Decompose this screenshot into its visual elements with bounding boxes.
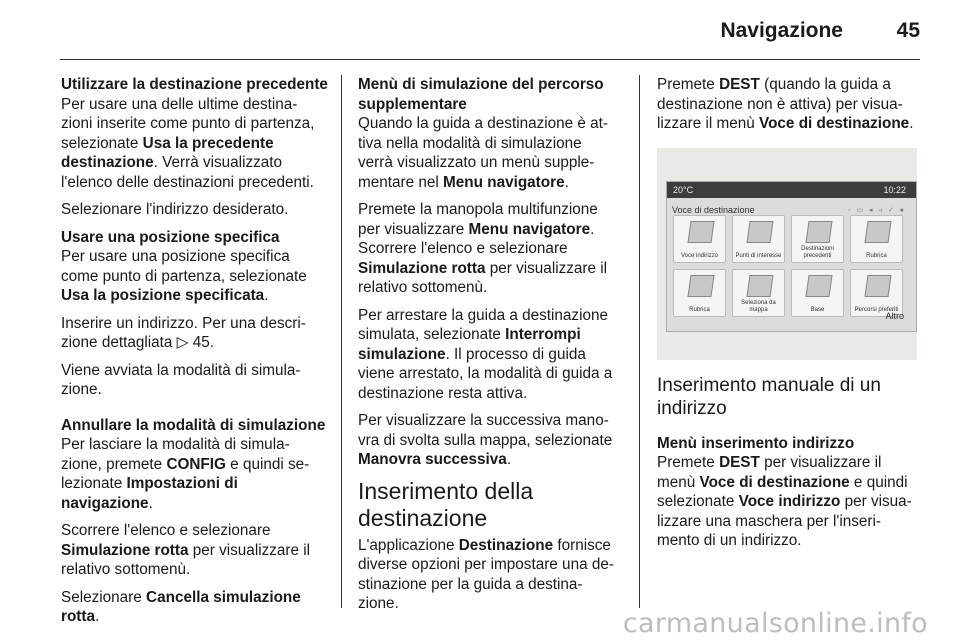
section-heading-inserimento-destinazione: Inserimento della destinazione: [358, 477, 534, 531]
paragraph: Quando la guida a destinazione è at- tiva nella modalità di simulazione verrà visualizzato un menù supple- mentare nel Menu navigatore.: [358, 115, 609, 191]
paragraph: Selezionare l'indirizzo desiderato.: [61, 201, 289, 218]
screen-more-button: Altro: [885, 311, 904, 321]
book-icon: [864, 221, 891, 243]
map-icon: [687, 221, 714, 243]
screen-tile-grid: [673, 215, 909, 317]
heading-menu-inserimento-indirizzo: Menù inserimento indirizzo: [657, 434, 855, 452]
screen-temperature: 20°C: [673, 184, 694, 195]
screen-status-icons: ◦ ▭ ◂ ◃ ✓ ●: [848, 206, 906, 214]
section-heading-inserimento-manuale: Inserimento manuale di un indirizzo: [657, 374, 881, 419]
heading-destinazione-precedente: Utilizzare la destinazione precedente: [61, 76, 328, 93]
paragraph: Per visualizzare la successiva mano- vra di svolta sulla mappa, selezionate Manovra successiva.: [358, 412, 613, 468]
paragraph: L'applicazione Destinazione fornisce diverse opzioni per impostare una de- stinazione per la guida a destina- zione.: [358, 536, 614, 612]
paragraph: Per arrestare la guida a destinazione simulata, selezionate Interrompi simulazione. Il processo di guida viene arrestato, la modalità di guida a destinazione resta attiva.: [358, 306, 613, 402]
screen-clock: 10:22: [883, 184, 906, 195]
history-icon: [805, 221, 832, 243]
paragraph: Premete la manopola multifunzione per visualizzare Menu navigatore. Scorrere l'elenco e selezionare Simulazione rotta per visualizzare il relativo sottomenù.: [358, 201, 608, 296]
screen-status-bar: [667, 182, 916, 198]
header-rule: [60, 59, 920, 60]
tile-rubrica-2: Rubrica: [673, 269, 726, 317]
page-number: 45: [896, 19, 920, 42]
heading-annullare-simulazione: Annullare la modalità di simulazione: [61, 416, 326, 434]
heading-menu-simulazione: Menù di simulazione del percorso supplementare: [358, 76, 604, 113]
screen-title: Voce di destinazione: [672, 204, 755, 215]
poi-icon: [746, 221, 773, 243]
paragraph: Selezionare Cancella simulazione rotta.: [61, 588, 301, 625]
paragraph: Premete DEST per visualizzare il menù Voce di destinazione e quindi selezionate Voce indirizzo per visua- lizzare una maschera per l'inseri- mento di un indirizzo.: [657, 454, 912, 549]
page-reference: 45.: [192, 334, 214, 351]
paragraph: Per usare una delle ultime destina- zioni inserite come punto di partenza, selezionate Usa la precedente destinazione. Verrà visualizzato l'elenco delle destinazioni precedenti.: [61, 95, 315, 191]
page-reference-arrow-icon: ▷: [176, 334, 193, 351]
tile-percorsi-preferiti: Percorsi preferiti: [850, 269, 903, 317]
column-left: [61, 75, 331, 635]
heading-posizione-specifica: Usare una posizione specifica: [61, 228, 280, 246]
screenshot-figure: [657, 148, 917, 360]
contacts-icon: [687, 275, 714, 297]
column-middle: [358, 75, 630, 622]
page-title: Navigazione: [720, 19, 843, 42]
tile-punti-interesse: Punti di interesse: [732, 215, 785, 263]
paragraph: Per lasciare la modalità di simula- zione, premete CONFIG e quindi se- lezionate Impostazioni di navigazione.: [61, 436, 310, 512]
paragraph: Inserire un indirizzo. Per una descri- zione dettagliata ▷ 45.: [61, 314, 306, 351]
paragraph: Viene avviata la modalità di simula- zione.: [61, 361, 301, 398]
tile-seleziona-mappa: Seleziona da mappa: [732, 269, 785, 317]
map-select-icon: [746, 275, 773, 297]
column-divider: [341, 75, 342, 608]
column-right: [657, 75, 927, 559]
column-divider: [639, 75, 640, 608]
tile-voce-indirizzo: Voce indirizzo: [673, 215, 726, 263]
home-icon: [805, 275, 832, 297]
tile-destinazioni-precedenti: Destinazioni precedenti: [791, 215, 844, 263]
tile-rubrica: Rubrica: [850, 215, 903, 263]
tile-base: Base: [791, 269, 844, 317]
paragraph: Premete DEST (quando la guida a destinazione non è attiva) per visua- lizzare il menù Voce di destinazione.: [657, 76, 914, 132]
route-icon: [864, 275, 891, 297]
infotainment-screen: [666, 181, 917, 332]
watermark: carmanualsonline.info: [622, 608, 928, 639]
paragraph: Scorrere l'elenco e selezionare Simulazione rotta per visualizzare il relativo sottomenù.: [61, 522, 311, 578]
paragraph: Per usare una posizione specifica come punto di partenza, selezionate Usa la posizione specificata.: [61, 248, 307, 304]
